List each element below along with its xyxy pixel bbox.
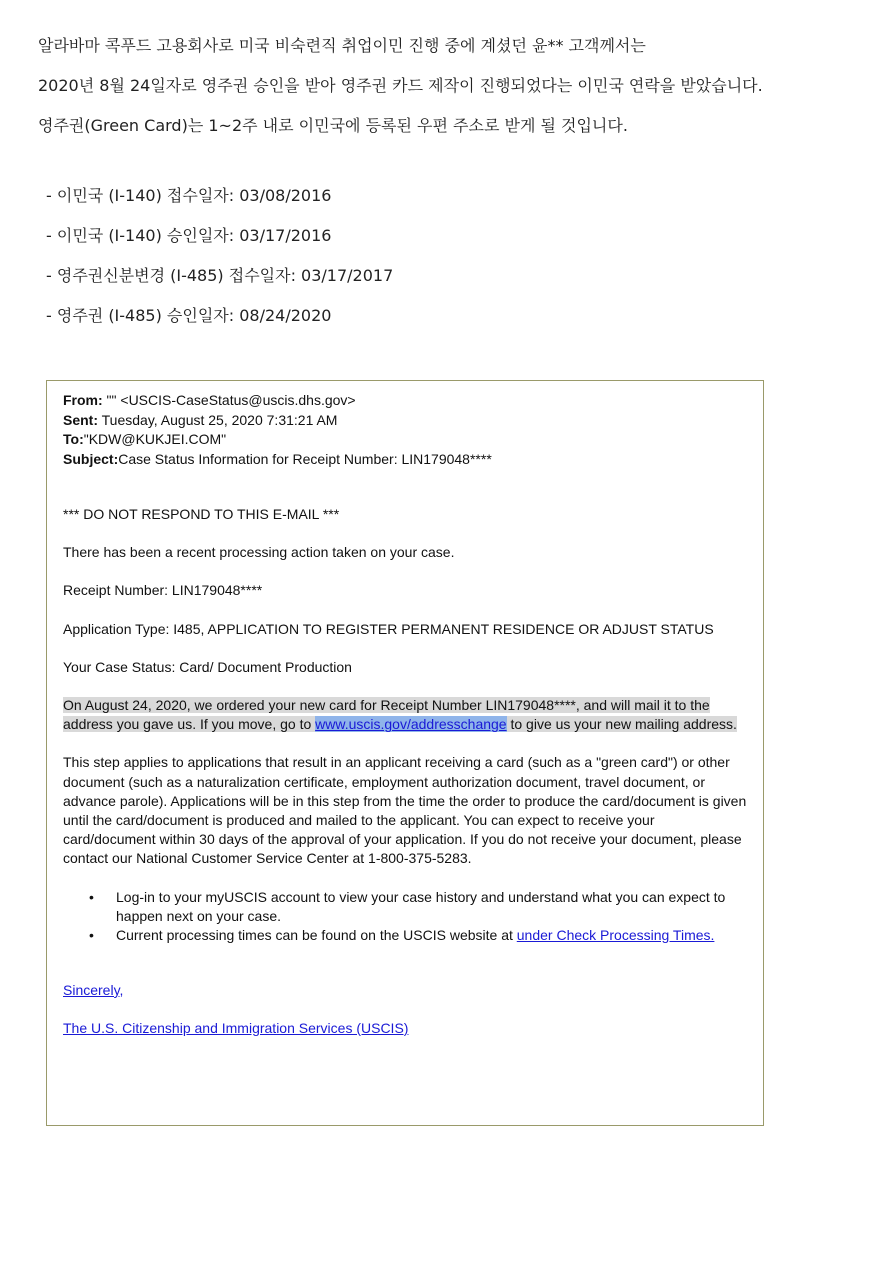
processing-times-text: Current processing times can be found on the USCIS website at	[116, 926, 517, 943]
info-bullet-list	[63, 888, 747, 945]
highlight-text-before: On August 24, 2020, we ordered your new card for Receipt Number LIN179048****, and will mail it to the address you gave us. If you move, go to	[63, 697, 710, 733]
intro-line-2: 2020년 8월 24일자로 영주권 승인을 받아 영주권 카드 제작이 진행되었다는 이민국 연락을 받았습니다.	[38, 76, 763, 95]
receipt-number-text: Receipt Number: LIN179048****	[63, 582, 263, 599]
bullet-myuscis: • Log-in to your myUSCIS account to view your case history and understand what you can expect to happen next on your case.	[116, 888, 747, 926]
sincerely-line	[63, 981, 747, 1000]
date-item-i140-approved: - 이민국 (I-140) 승인일자: 03/17/2016	[46, 226, 332, 245]
sent-label: Sent:	[63, 411, 98, 428]
to-value: "KDW@KUKJEI.COM"	[83, 431, 227, 447]
date-item-i140-filed: - 이민국 (I-140) 접수일자: 03/08/2016	[46, 186, 332, 205]
milestone-date-list	[46, 186, 393, 346]
application-type-text: Application Type: I485, APPLICATION TO REGISTER PERMANENT RESIDENCE OR ADJUST STATUS	[63, 620, 714, 637]
email-screenshot	[46, 380, 764, 1126]
bullet-processing-times	[116, 926, 747, 945]
intro-line-3: 영주권(Green Card)는 1~2주 내로 이민국에 등록된 우편 주소로 받게 될 것입니다.	[38, 116, 628, 135]
from-label: From:	[63, 392, 103, 408]
do-not-respond-notice: *** DO NOT RESPOND TO THIS E-MAIL ***	[63, 506, 340, 522]
email-sent-line	[63, 411, 747, 431]
highlight-text-after: to give us your new mailing address.	[506, 716, 737, 733]
subject-label: Subject:	[63, 450, 119, 467]
address-change-link[interactable]: www.uscis.gov/addresschange	[315, 716, 507, 733]
uscis-signature-link[interactable]: The U.S. Citizenship and Immigration Services (USCIS)	[63, 1019, 409, 1036]
intro-section	[38, 36, 868, 156]
signature-line	[63, 1019, 747, 1038]
from-value: "" <USCIS-CaseStatus@uscis.dhs.gov>	[102, 392, 356, 408]
card-ordered-paragraph	[63, 696, 747, 734]
intro-line-1: 알라바마 콕푸드 고용회사로 미국 비숙련직 취업이민 진행 중에 계셨던 윤** 고객께서는	[38, 36, 646, 55]
date-item-i485-approved: - 영주권 (I-485) 승인일자: 08/24/2020	[46, 306, 332, 325]
date-item-i485-filed: - 영주권신분변경 (I-485) 접수일자: 03/17/2017	[46, 266, 394, 285]
sent-value: Tuesday, August 25, 2020 7:31:21 AM	[98, 411, 338, 428]
sincerely-link[interactable]: Sincerely,	[63, 981, 124, 998]
recent-action-text: There has been a recent processing action taken on your case.	[63, 544, 455, 561]
step-explanation-paragraph: This step applies to applications that result in an applicant receiving a card (such as a "green card") or other document (such as a naturalization certificate, employment authorization document, travel document, or advance parole). Applications will be in this step from the time the order to produce the card/document is given until the card/document is produced and mailed to the applicant. You can expect to receive your card/document within 30 days of the approval of your application. If you do not receive your document, please contact our National Customer Service Center at 1-800-375-5283.	[63, 754, 747, 867]
email-subject-line	[63, 450, 747, 470]
case-status-text: Your Case Status: Card/ Document Production	[63, 658, 352, 675]
to-label: To:	[63, 431, 84, 447]
email-to-line	[63, 430, 747, 450]
subject-value: Case Status Information for Receipt Number: LIN179048****	[118, 450, 492, 467]
check-processing-times-link[interactable]: under Check Processing Times.	[516, 926, 715, 943]
email-from-line	[63, 391, 747, 411]
